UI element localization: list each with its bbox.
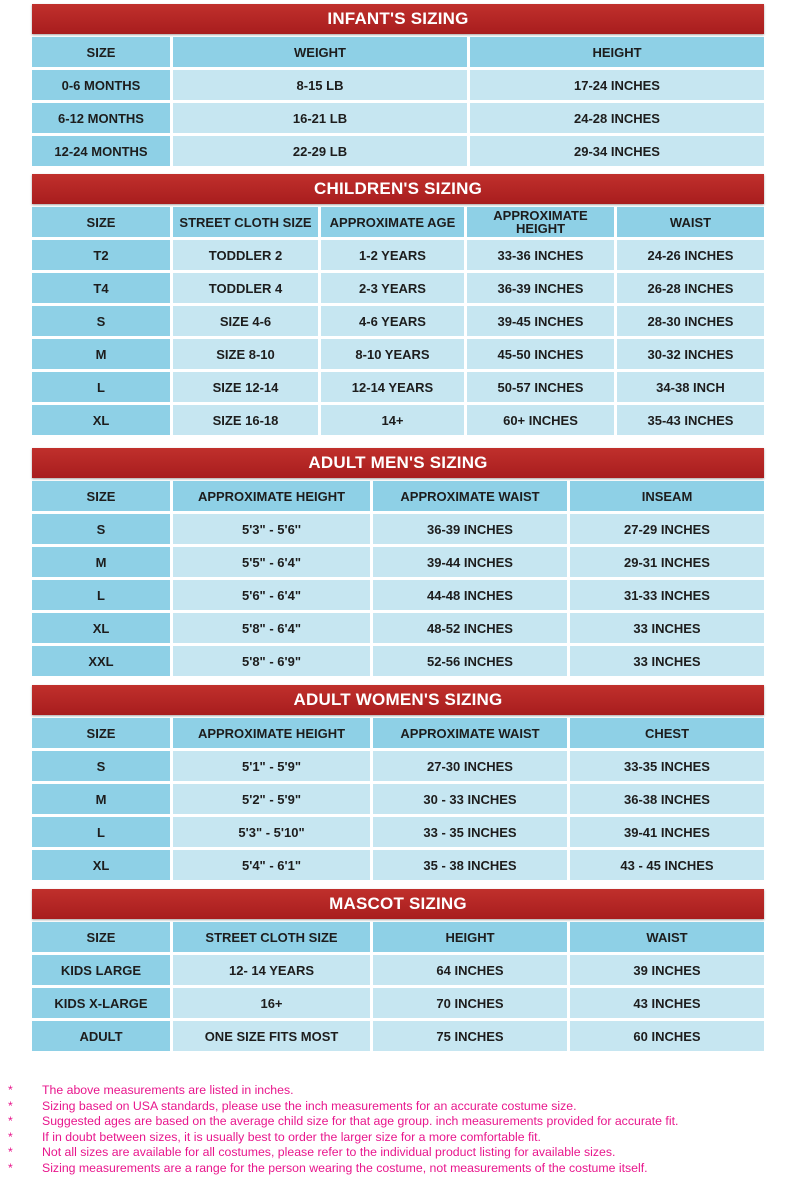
table-cell: 8-15 LB (173, 70, 470, 100)
asterisk-marker: * (8, 1160, 13, 1175)
table-row (32, 613, 764, 643)
table-cell: 14+ (321, 405, 467, 435)
table-row (32, 514, 764, 544)
infant-sizing-table (32, 34, 764, 169)
column-header: INSEAM (570, 481, 764, 511)
table-cell: KIDS LARGE (32, 955, 173, 985)
table-cell: 29-31 INCHES (570, 547, 764, 577)
table-cell: 16-21 LB (173, 103, 470, 133)
table-cell: 16+ (173, 988, 373, 1018)
table-cell: 5'6" - 6'4" (173, 580, 373, 610)
table-row (32, 784, 764, 814)
table-cell: 33 INCHES (570, 646, 764, 676)
infant-sizing-section (32, 4, 764, 169)
asterisk-marker: * (8, 1083, 13, 1097)
table-cell: 64 INCHES (373, 955, 570, 985)
table-header-row (32, 922, 764, 952)
table-cell: 26-28 INCHES (617, 273, 764, 303)
table-cell: 34-38 INCH (617, 372, 764, 402)
table-cell: S (32, 751, 173, 781)
note-item (8, 1130, 798, 1146)
asterisk-marker: * (8, 1129, 13, 1144)
column-header: STREET CLOTH SIZE (173, 207, 321, 237)
note-text: Suggested ages are based on the average child size for that age group. inch measurements provided for accurate fit. (42, 1114, 679, 1129)
column-header: SIZE (32, 37, 173, 67)
table-row (32, 405, 764, 435)
table-cell: 5'4" - 6'1" (173, 850, 373, 880)
table-cell: SIZE 12-14 (173, 372, 321, 402)
table-header-row (32, 207, 764, 237)
table-cell: 12-24 MONTHS (32, 136, 173, 166)
men-sizing-section (32, 448, 764, 679)
table-cell: XL (32, 405, 173, 435)
table-cell: 5'8" - 6'4" (173, 613, 373, 643)
table-row (32, 547, 764, 577)
table-cell: 33 INCHES (570, 613, 764, 643)
table-cell: 36-38 INCHES (570, 784, 764, 814)
column-header: APPROXIMATE AGE (321, 207, 467, 237)
table-cell: 30-32 INCHES (617, 339, 764, 369)
table-cell: 5'2" - 5'9" (173, 784, 373, 814)
table-cell: XL (32, 613, 173, 643)
column-header: HEIGHT (373, 922, 570, 952)
table-cell: 39-45 INCHES (467, 306, 617, 336)
table-cell: 48-52 INCHES (373, 613, 570, 643)
asterisk-marker: * (8, 1145, 13, 1160)
table-cell: M (32, 784, 173, 814)
sizing-notes (8, 1083, 798, 1177)
column-header: STREET CLOTH SIZE (173, 922, 373, 952)
table-cell: 35 - 38 INCHES (373, 850, 570, 880)
table-cell: 22-29 LB (173, 136, 470, 166)
table-row (32, 988, 764, 1018)
asterisk-marker: * (8, 1098, 13, 1113)
table-cell: TODDLER 2 (173, 240, 321, 270)
table-cell: L (32, 372, 173, 402)
mascot-sizing-title: MASCOT SIZING (32, 889, 764, 919)
women-sizing-table (32, 715, 764, 883)
table-cell: T2 (32, 240, 173, 270)
table-cell: 33-35 INCHES (570, 751, 764, 781)
table-cell: 24-26 INCHES (617, 240, 764, 270)
column-header: WEIGHT (173, 37, 470, 67)
table-cell: 24-28 INCHES (470, 103, 764, 133)
column-header: CHEST (570, 718, 764, 748)
table-row (32, 306, 764, 336)
mascot-sizing-section (32, 889, 764, 1054)
table-cell: 36-39 INCHES (467, 273, 617, 303)
children-sizing-table (32, 204, 764, 438)
table-cell: TODDLER 4 (173, 273, 321, 303)
table-cell: 39-41 INCHES (570, 817, 764, 847)
children-sizing-title: CHILDREN'S SIZING (32, 174, 764, 204)
column-header: APPROXIMATE WAIST (373, 718, 570, 748)
mascot-sizing-table (32, 919, 764, 1054)
table-row (32, 372, 764, 402)
table-cell: 12- 14 YEARS (173, 955, 373, 985)
table-cell: XL (32, 850, 173, 880)
men-sizing-title: ADULT MEN'S SIZING (32, 448, 764, 478)
column-header: APPROXIMATE HEIGHT (173, 481, 373, 511)
column-header: WAIST (570, 922, 764, 952)
infant-sizing-title: INFANT'S SIZING (32, 4, 764, 34)
asterisk-marker: * (8, 1114, 13, 1129)
women-sizing-section (32, 685, 764, 883)
column-header: SIZE (32, 481, 173, 511)
table-cell: SIZE 8-10 (173, 339, 321, 369)
note-item (8, 1114, 798, 1130)
table-cell: T4 (32, 273, 173, 303)
table-cell: 1-2 YEARS (321, 240, 467, 270)
table-cell: 43 - 45 INCHES (570, 850, 764, 880)
table-cell: 60 INCHES (570, 1021, 764, 1051)
table-cell: 5'1" - 5'9" (173, 751, 373, 781)
table-cell: 50-57 INCHES (467, 372, 617, 402)
table-cell: 5'5" - 6'4" (173, 547, 373, 577)
table-row (32, 751, 764, 781)
table-cell: KIDS X-LARGE (32, 988, 173, 1018)
women-sizing-title: ADULT WOMEN'S SIZING (32, 685, 764, 715)
note-text: The above measurements are listed in inches. (42, 1083, 294, 1097)
table-row (32, 240, 764, 270)
table-row (32, 580, 764, 610)
table-cell: 12-14 YEARS (321, 372, 467, 402)
table-cell: SIZE 4-6 (173, 306, 321, 336)
column-header: APPROXIMATE HEIGHT (467, 207, 617, 237)
table-cell: SIZE 16-18 (173, 405, 321, 435)
column-header: SIZE (32, 207, 173, 237)
note-text: Sizing based on USA standards, please use the inch measurements for an accurate costume size. (42, 1098, 577, 1113)
note-text: Not all sizes are available for all costumes, please refer to the individual product listing for available sizes. (42, 1145, 616, 1160)
table-cell: 2-3 YEARS (321, 273, 467, 303)
column-header: APPROXIMATE WAIST (373, 481, 570, 511)
table-cell: 5'3" - 5'10" (173, 817, 373, 847)
table-cell: 29-34 INCHES (470, 136, 764, 166)
table-cell: 27-30 INCHES (373, 751, 570, 781)
table-cell: S (32, 514, 173, 544)
table-cell: 27-29 INCHES (570, 514, 764, 544)
table-cell: 4-6 YEARS (321, 306, 467, 336)
table-row (32, 70, 764, 100)
table-cell: 30 - 33 INCHES (373, 784, 570, 814)
table-cell: 39 INCHES (570, 955, 764, 985)
table-cell: 8-10 YEARS (321, 339, 467, 369)
table-cell: 52-56 INCHES (373, 646, 570, 676)
table-cell: 44-48 INCHES (373, 580, 570, 610)
table-cell: 33 - 35 INCHES (373, 817, 570, 847)
table-cell: 6-12 MONTHS (32, 103, 173, 133)
table-cell: XXL (32, 646, 173, 676)
table-cell: 39-44 INCHES (373, 547, 570, 577)
note-item (8, 1161, 798, 1177)
table-cell: 33-36 INCHES (467, 240, 617, 270)
table-cell: 31-33 INCHES (570, 580, 764, 610)
table-cell: 5'3" - 5'6'' (173, 514, 373, 544)
table-row (32, 1021, 764, 1051)
column-header: HEIGHT (470, 37, 764, 67)
table-row (32, 339, 764, 369)
table-row (32, 955, 764, 985)
note-text: If in doubt between sizes, it is usually best to order the larger size for a more comfortable fit. (42, 1129, 541, 1144)
table-cell: 60+ INCHES (467, 405, 617, 435)
column-header: WAIST (617, 207, 764, 237)
table-row (32, 136, 764, 166)
table-cell: 45-50 INCHES (467, 339, 617, 369)
table-row (32, 646, 764, 676)
table-cell: 35-43 INCHES (617, 405, 764, 435)
table-header-row (32, 481, 764, 511)
table-cell: M (32, 339, 173, 369)
table-cell: L (32, 817, 173, 847)
note-item (8, 1099, 798, 1115)
table-cell: L (32, 580, 173, 610)
table-row (32, 850, 764, 880)
table-cell: 75 INCHES (373, 1021, 570, 1051)
table-cell: ONE SIZE FITS MOST (173, 1021, 373, 1051)
table-row (32, 103, 764, 133)
column-header: SIZE (32, 718, 173, 748)
table-row (32, 817, 764, 847)
table-cell: 70 INCHES (373, 988, 570, 1018)
table-cell: ADULT (32, 1021, 173, 1051)
table-row (32, 273, 764, 303)
table-cell: 36-39 INCHES (373, 514, 570, 544)
table-cell: 17-24 INCHES (470, 70, 764, 100)
men-sizing-table (32, 478, 764, 679)
table-header-row (32, 37, 764, 67)
note-text: Sizing measurements are a range for the person wearing the costume, not measurements of the costume itself. (42, 1160, 648, 1175)
table-cell: 0-6 MONTHS (32, 70, 173, 100)
note-item (8, 1145, 798, 1161)
note-item (8, 1083, 798, 1099)
table-header-row (32, 718, 764, 748)
table-cell: 43 INCHES (570, 988, 764, 1018)
column-header: SIZE (32, 922, 173, 952)
table-cell: 5'8" - 6'9" (173, 646, 373, 676)
table-cell: M (32, 547, 173, 577)
column-header: APPROXIMATE HEIGHT (173, 718, 373, 748)
table-cell: 28-30 INCHES (617, 306, 764, 336)
table-cell: S (32, 306, 173, 336)
children-sizing-section (32, 174, 764, 438)
